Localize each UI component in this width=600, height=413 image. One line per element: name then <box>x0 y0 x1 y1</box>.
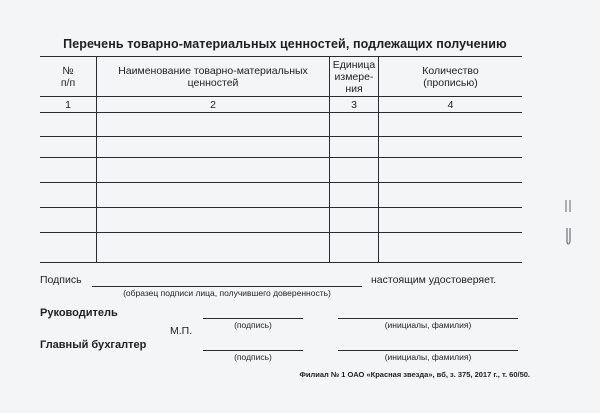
signature-label: Подпись <box>40 274 82 286</box>
printer-imprint: Филиал № 1 ОАО «Красная звезда», вб, з. 375, 2017 г., т. 60/50. <box>299 370 530 379</box>
accountant-label: Главный бухгалтер <box>40 339 147 351</box>
signature-caption: (образец подписи лица, получившего доверенность) <box>123 288 331 298</box>
column-number-3: 3 <box>351 99 357 111</box>
form-title: Перечень товарно-материальных ценностей, подлежащих получению <box>63 37 507 51</box>
header-unit: Единица измере- ния <box>332 58 376 95</box>
certifies-text: настоящим удостоверяет. <box>371 274 497 286</box>
column-number-2: 2 <box>210 99 216 111</box>
column-number-1: 1 <box>65 99 71 111</box>
staple-icon <box>562 198 574 250</box>
accountant-name-line[interactable] <box>338 350 518 351</box>
director-signature-caption: (подпись) <box>234 320 272 330</box>
director-label: Руководитель <box>40 307 118 319</box>
header-item-name: Наименование товарно-материальных ценностей <box>118 64 308 89</box>
items-table <box>40 56 522 263</box>
column-number-4: 4 <box>447 99 454 111</box>
header-quantity: Количество (прописью) <box>422 64 479 89</box>
table-row-divider <box>40 157 522 158</box>
table-row-divider <box>40 136 522 137</box>
stamp-place-label: М.П. <box>170 325 193 337</box>
director-name-line[interactable] <box>338 318 518 319</box>
header-number: № п/п <box>60 64 76 89</box>
table-row-divider <box>40 182 522 183</box>
table-row-divider <box>40 112 522 113</box>
director-name-caption: (инициалы, фамилия) <box>384 320 472 330</box>
table-bottom-border <box>40 262 522 263</box>
table-row-divider <box>40 232 522 233</box>
signature-line[interactable] <box>92 286 362 287</box>
accountant-signature-line[interactable] <box>203 350 303 351</box>
table-header-divider <box>40 96 522 97</box>
table-row-divider <box>40 207 522 208</box>
accountant-signature-caption: (подпись) <box>234 352 272 362</box>
director-signature-line[interactable] <box>203 318 303 319</box>
accountant-name-caption: (инициалы, фамилия) <box>384 352 472 362</box>
